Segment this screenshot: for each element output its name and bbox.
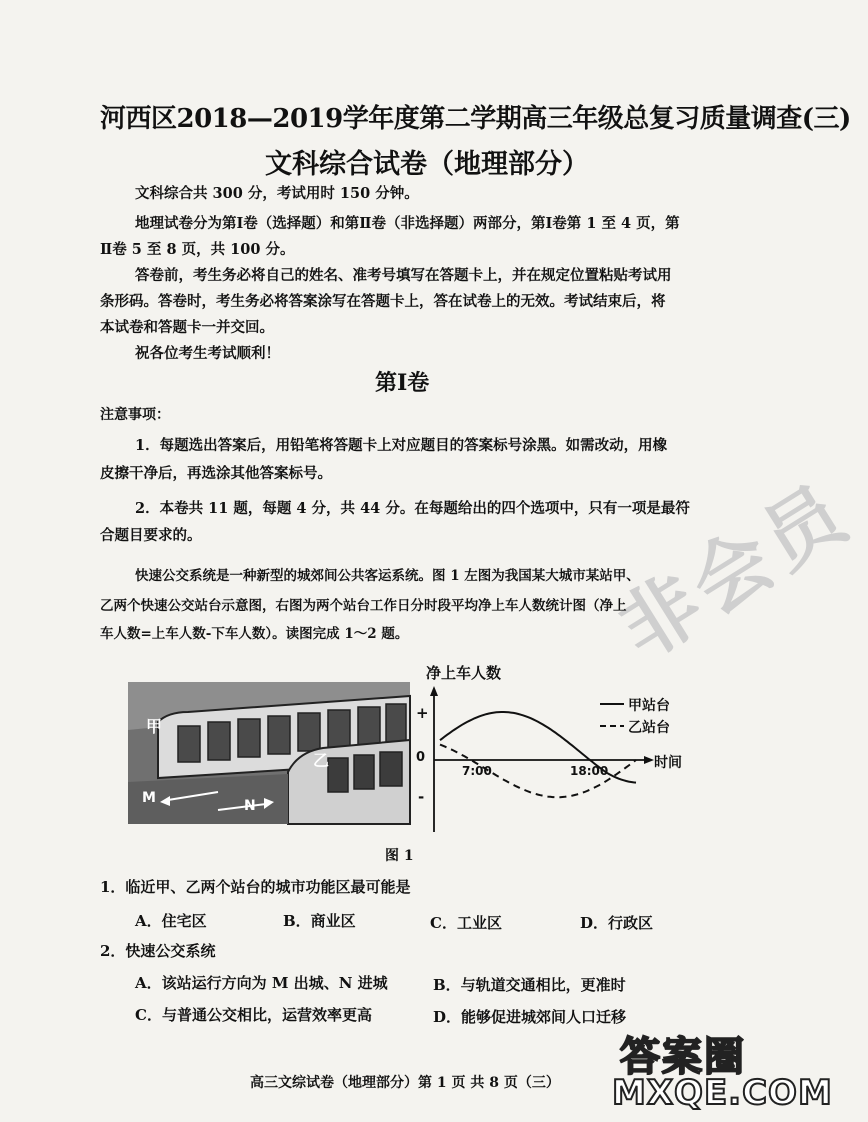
question-2-stem: 2．快速公交系统 [100, 942, 216, 960]
logo-text-top: 答案圈 [620, 1033, 746, 1080]
figure-caption: 图 1 [385, 848, 414, 864]
note-2b: 合题目要求的。 [100, 527, 202, 544]
passage-line-1: 快速公交系统是一种新型的城郊间公共客运系统。图 1 左图为我国某大城市某站甲、 [135, 568, 640, 584]
passage-line-3: 车人数=上车人数-下车人数）。读图完成 1～2 题。 [100, 626, 409, 642]
y-axis-arrow [430, 686, 438, 696]
exam-subtitle: 文科综合试卷（地理部分） [265, 149, 589, 180]
label-platform-yi: 乙 [313, 751, 330, 770]
x-axis-arrow [644, 756, 654, 764]
question-1-option-a[interactable]: A．住宅区 [135, 912, 207, 930]
bus-station-photo [128, 682, 410, 824]
question-1-stem: 1．临近甲、乙两个站台的城市功能区最可能是 [100, 878, 411, 896]
question-1-option-d[interactable]: D．行政区 [580, 914, 654, 932]
intro-line-3c: 本试卷和答题卡一并交回。 [100, 319, 274, 336]
label-direction-n: N [244, 798, 256, 814]
question-2-option-a[interactable]: A．该站运行方向为 M 出城、N 进城 [135, 974, 388, 992]
intro-line-3a: 答卷前，考生务必将自己的姓名、准考号填写在答题卡上，并在规定位置粘贴考试用 [135, 267, 672, 284]
y-tick-minus: - [418, 788, 425, 806]
note-1b: 皮擦干净后，再选涂其他答案标号。 [100, 465, 332, 482]
site-logo [612, 1025, 833, 1117]
notes-heading: 注意事项： [100, 407, 170, 423]
logo-text-bottom: MXQE.COM [612, 1073, 833, 1113]
intro-line-2a: 地理试卷分为第Ⅰ卷（选择题）和第Ⅱ卷（非选择题）两部分，第Ⅰ卷第 1 至 4 页，第 [135, 215, 680, 232]
y-tick-zero: 0 [416, 750, 426, 765]
watermark: 非会员 [604, 465, 866, 677]
x-tick-1800: 18:00 [570, 764, 609, 778]
y-axis-label: 净上车人数 [426, 664, 502, 682]
intro-line-2b: Ⅱ卷 5 至 8 页，共 100 分。 [100, 241, 295, 258]
exam-title: 河西区2018—2019学年度第二学期高三年级总复习质量调查(三) [100, 104, 851, 134]
question-2-option-d[interactable]: D．能够促进城郊间人口迁移 [433, 1008, 627, 1026]
net-boarding-chart [410, 660, 700, 840]
label-direction-m: M [142, 790, 156, 806]
x-tick-0700: 7:00 [462, 764, 492, 778]
legend-label-jia: 甲站台 [628, 698, 670, 714]
intro-line-1: 文科综合共 300 分，考试用时 150 分钟。 [135, 185, 419, 202]
label-platform-jia: 甲 [146, 717, 163, 736]
intro-line-4: 祝各位考生考试顺利！ [135, 345, 280, 362]
question-2-option-b[interactable]: B．与轨道交通相比，更准时 [433, 976, 626, 994]
passage-line-2: 乙两个快速公交站台示意图，右图为两个站台工作日分时段平均净上车人数统计图（净上 [100, 598, 627, 614]
chart-svg [410, 660, 700, 840]
question-2-option-c[interactable]: C．与普通公交相比，运营效率更高 [135, 1006, 372, 1024]
page-footer: 高三文综试卷（地理部分）第 1 页 共 8 页（三） [250, 1075, 560, 1091]
question-1-option-c[interactable]: C．工业区 [430, 914, 502, 932]
question-1-option-b[interactable]: B．商业区 [283, 912, 356, 930]
note-1a: 1．每题选出答案后，用铅笔将答题卡上对应题目的答案标号涂黑。如需改动，用橡 [135, 437, 668, 454]
intro-line-3b: 条形码。答卷时，考生务必将答案涂写在答题卡上，答在试卷上的无效。考试结束后，将 [100, 293, 666, 310]
y-tick-plus: + [416, 704, 429, 722]
note-2a: 2．本卷共 11 题，每题 4 分，共 44 分。在每题给出的四个选项中，只有一项是最符 [135, 500, 690, 517]
x-axis-label: 时间 [654, 755, 682, 771]
bus-station-illustration [128, 682, 410, 824]
legend-label-yi: 乙站台 [628, 720, 670, 736]
section-title: 第Ⅰ卷 [375, 370, 430, 396]
